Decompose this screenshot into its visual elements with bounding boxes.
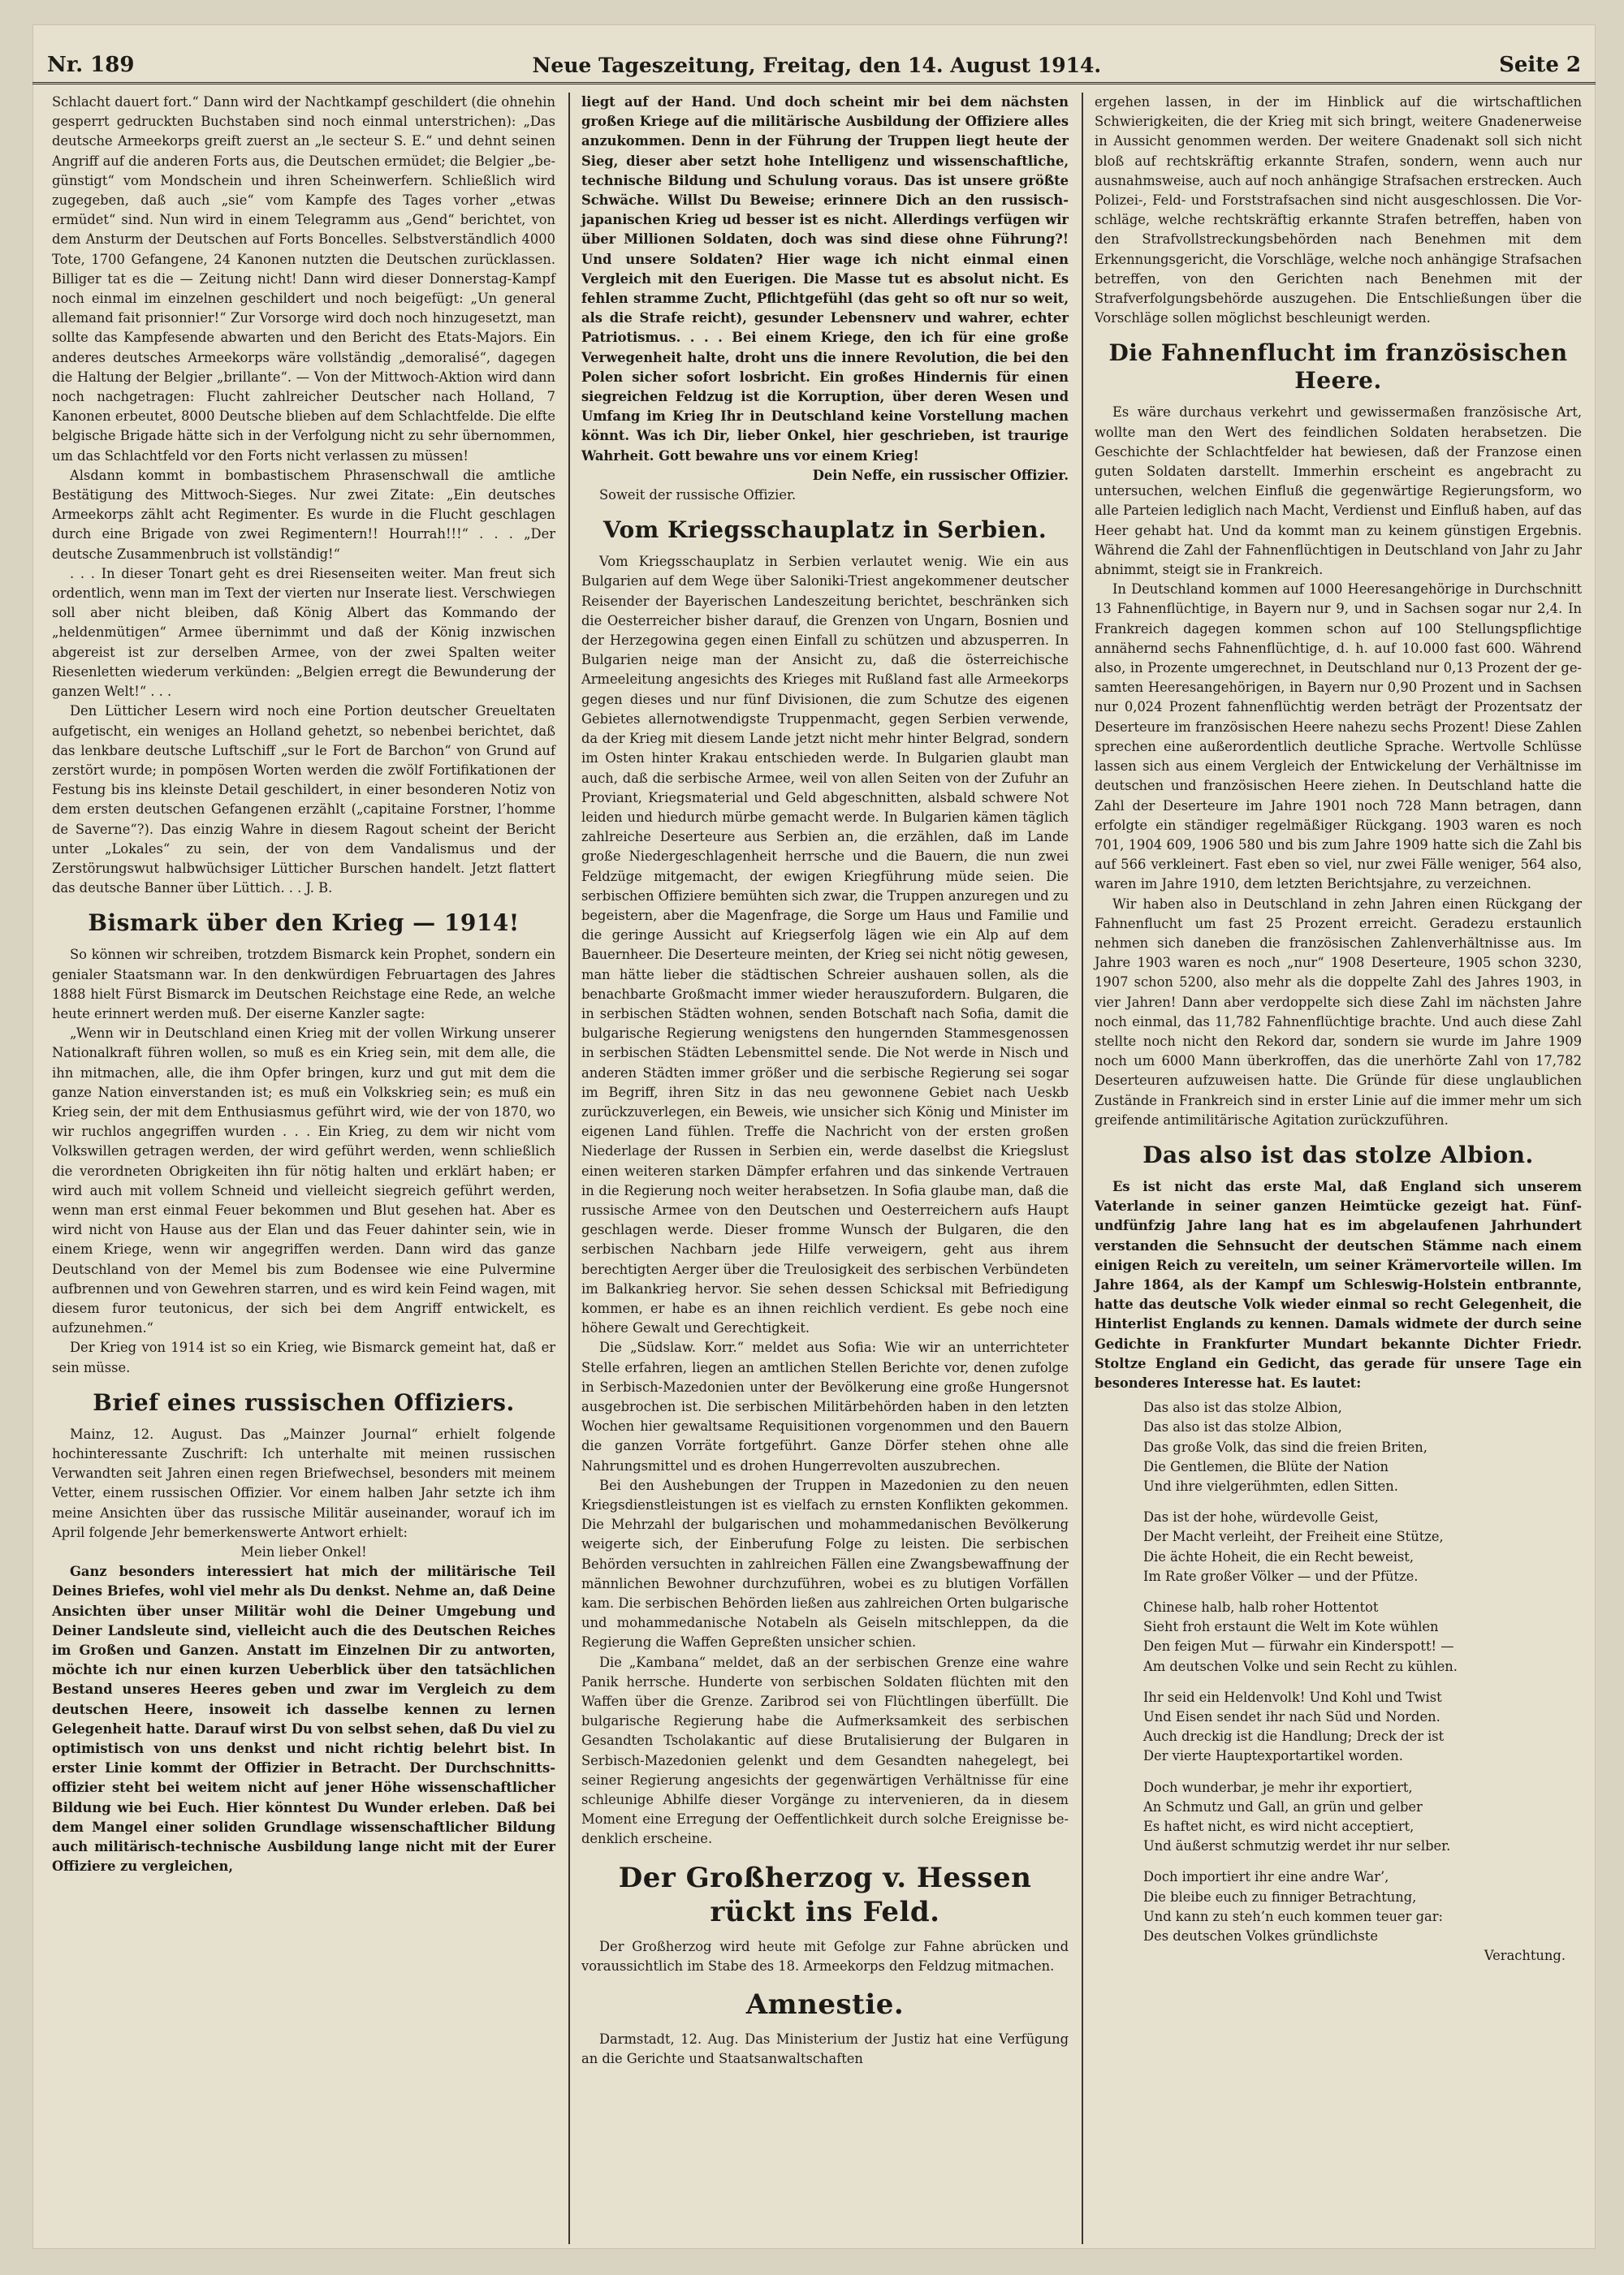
article-quote: „Wenn wir in Deutschland einen Krieg mit der vollen Wirkung unserer Nationalkraft führen wollen, so muß es ein Krieg sein, mit dem alle, die ihn mitmachen, alle, die ihm Opfer bringen, kurz und gut mit dem die ganze Nation einverstanden ist; es muß ein Volkskrieg sein; es muß ein Krieg sein, der mit dem Enthusiasmus geführt wird, wie der von 1870, wo wir ruchlos angegriffen wurden . . . Ein Krieg, zu dem wir nicht vom Volkswillen getragen werden, der wird geführt werden, wenn schließlich die verordneten Obrigkeiten ihn für nötig halten und erklärt haben; er wird auch mit vollem Schneid und vielleicht siegreich geführt werden, wenn man erst einmal Feuer bekommen und Blut gesehen hat. Aber es wird nicht von Hause aus der Elan und das Feuer dahinter sein, wie in einem Kriege, wenn wir angegriffen werden. Dann wird das ganze Deutschland von der Memel bis zum Bodensee wie eine Pulvermine aufbrennen und von Gewehren starren, und es wird kein Feind wagen, mit diesem furor teutonicus, der sich bei dem Angriff entwickelt, es aufzunehmen.“ [52, 1025, 555, 1336]
article-paragraph: Bei den Aushebungen der Truppen in Mazedonien zu den neuen Kriegsdienstleistungen ist es vielfach zu ernsten Konflikten gekommen. Die Mehrzahl der bulgarischen und mohammedanischen Bevölkerung weigerte sich, der Einberufung Folge zu leisten. Die serbischen Behörden versuchten in zahlreichen Fällen eine Zwangsbewaffnung der männlichen Bewohner durchzuführen, wobei es zu blutigen Vorfällen kam. Die serbischen Behörden ließen aus zahlreichen Orten bulgarische und mohammedanische Notabeln als Geiseln mitschleppen, da die Regierung die Waffen Gepreßten unsicher schien. [581, 1477, 1069, 1651]
poem-line: Das große Volk, das sind die freien Briten, [1143, 1439, 1427, 1455]
poem-line: Doch importiert ihr eine andre War’, [1143, 1869, 1389, 1885]
poem-line: Und äußerst schmutzig werdet ihr nur selber. [1143, 1838, 1451, 1854]
headline-amnestie: Amnestie. [745, 1988, 905, 2022]
article-paragraph: Alsdann kommt in bombastischem Phrasenschwall die amtliche Bestätigung des Mittwoch-Sieges. Nur zwei Zitate: „Ein deutsches Armeekorps zählt acht Regimenter. Es wurde in die Flucht geschlagen durch eine Brigade von zwei Regimentern!! Hourrah!!!“ . . . „Der deutsche Zusammenbruch ist vollständig!“ [52, 467, 555, 562]
page-number: Seite 2 [1499, 53, 1581, 77]
article-paragraph: Die „Südslaw. Korr.“ meldet aus Sofia: Wie wir an unterrichteter Stelle erfahren, liegen an amtlichen Stellen Berichte vor, denen zufolge in Serbisch-Mazedonien unter der Bevölkerung eine große Hungersnot ausgebrochen ist. Die serbischen Militärbehörden haben in den letzten Wochen hier gewaltsame Requisitionen vorgenommen und den Bauern die ganzen Vorräte fortgeführt. Ganze Dörfer stehen ohne alle Nahrungsmittel und es drohen Hungerrevolten auszubrechen. [581, 1340, 1069, 1474]
poem-line: Und kann zu steh’n euch kommen teuer gar: [1143, 1908, 1444, 1924]
poem-line: Das ist der hohe, würdevolle Geist, [1143, 1509, 1379, 1526]
poem-line: Auch dreckig ist die Handlung; Dreck der ist [1143, 1729, 1445, 1745]
poem-stanza [1143, 1398, 1582, 1496]
poem [1143, 1398, 1582, 1966]
article-paragraph: Schlacht dauert fort.“ Dann wird der Nachtkampf geschildert (die ohnehin gesperrt gedruckten Buchstaben sind noch einmal unterstrichen): „Das deutsche Armeekorps greift zuerst an „le secteur S. E.“ und dehnt seinen Angriff auf die anderen Forts aus, die Deutschen ermüdet; die Belgier „begünstigt“ vom Mondschein und ihren Scheinwerfern. Schließlich wird zugegeben, daß auch „sie“ vom Kampfe des Tages vorher „etwas ermüdet“ sind. Nun wird in einem Telegramm aus „Gend“ berichtet, von dem Ansturm der Deutschen auf Forts Boncelles. Selbstverständlich 4000 Tote, 1700 Gefangene, 24 Kanonen nutzten die Deutschen zurücklassen. Billiger tat es die — Zeitung nicht! Dann wird dieser Donnerstag-Kampf noch einmal im einzelnen geschildert und noch beigefügt: „Un general allemand fait prisonnier!“ Zur Vorsorge wird doch noch hinzugesetzt, man sollte das Kampfesende abwarten und den Bericht des Etats-Majors. Ein anderes deutsches Armeekorps wäre vollständig „demoralisé“, dagegen die Haltung der Belgier „brillante“. — Von der Mittwoch-Aktion wird dann noch nachgetragen: Flucht zahlreicher Deutscher nach Holland, 7 Kanonen erbeutet, 8000 Deutsche blieben auf dem Schlachtfelde. Die elfte belgische Brigade hätte sich in der Verfolgung nicht zu sehr übernommen, um das Schlachtfeld vor den Forts nicht verlassen zu müssen! [52, 94, 555, 464]
poem-line: Und Eisen sendet ihr nach Süd und Norden. [1143, 1709, 1440, 1725]
article-paragraph: Darmstadt, 12. Aug. Das Ministerium der Justiz hat eine Verfügung an die Gerichte und Staatsanwaltschaften [581, 2031, 1069, 2067]
article-paragraph: . . . In dieser Tonart geht es drei Riesenseiten weiter. Man freut sich ordentlich, wenn man im Text der vierten nur Inserate liest. Verschwiegen soll aber nicht bleiben, daß König Albert das Kommando der „heldenmütigen“ Armee übernimmt und daß der König inzwischen abgereist ist zur derselben Armee, von der zwei Spalten weiter Riesenletten wiederum verkünden: „Belgien erregt die Bewunderung der ganzen Welt!“ . . . [52, 565, 555, 700]
poem-stanza [1143, 1778, 1582, 1857]
poem-stanza [1143, 1867, 1582, 1966]
article-paragraph: So können wir schreiben, trotzdem Bismarck kein Prophet, sondern ein genialer Staatsmann war. In den denkwürdigen Februartagen des Jahres 1888 hielt Fürst Bismarck im Deutschen Reichstage eine Rede, an welche heute erinnert werden muß. Der eiserne Kanzler sagte: [52, 947, 555, 1021]
poem-line: Der vierte Hauptexportartikel worden. [1143, 1748, 1403, 1764]
poem-stanza [1143, 1508, 1582, 1586]
poem-line: Das also ist das stolze Albion, [1143, 1400, 1342, 1416]
column-middle [573, 93, 1077, 2244]
article-paragraph: Vom Kriegsschauplatz in Serbien verlautet wenig. Wie ein aus Bulgarien auf dem Wege über Saloniki-Triest angekommener deutscher Reisender der Bayerischen Landeszeitung berichtet, beschränken sich die Oesterreicher bisher darauf, die Grenzen von Ungarn, Bosnien und der Herzegowina gegen einen Einfall zu schützen und abzusperren. In Bulgarien neige man der Ansicht zu, daß die österreichische Armeeleitung angesichts des Krieges mit Rußland fast alle Armeekorps gegen dieses und nur fünf Divisionen, die zum Schutze des eigenen Gebietes allernotwendigste Truppenmacht, gegen Serbien verwende, da der Krieg mit diesem Lande jetzt nicht mehr hinter Belgrad, sondern im Osten hinter Krakau entschieden werde. In Bulgarien glaubt man auch, daß die serbische Armee, weil von allen Seiten von der Zufuhr an Proviant, Kriegsmaterial und Geld abgeschnitten, alsbald schwere Not leiden und hiedurch mürbe gemacht werde. In Bulgarien kämen täglich zahlreiche Deserteure aus Serbien an, die erzählen, daß im Lande große Niedergeschlagenheit herrsche und die Bauern, die nun zwei Feldzüge mitgemacht, der ewigen Kriegführung müde seien. Die serbischen Offiziere bemühten sich zwar, die Truppen anzuregen und zu begeistern, aber die Magenfrage, die Sorge um Haus und Familie und die geringe Aussicht auf Kriegserfolg lägen wie ein Alp auf dem Bauernheer. Die Deserteure meinten, der Krieg sei nicht nötig gewesen, man hätte lieber die städtischen Schreier aushauen sollen, als die benachbarte Großmacht immer wieder herauszufordern. Bulgaren, die in serbischen Städten wohnen, senden Botschaft nach Sofia, damit die bulgarische Regierung wenigstens den hungernden Stammesgenossen in serbischen Städten Lebensmittel sende. Die Not werde in Nisch und anderen Städten immer größer und die serbische Regierung sei sogar im Begriff, ihren Sitz in das neu gewonnene Gebiet nach Ueskb zurückzuverlegen, ein Beweis, wie unsicher sich König und Minister im eigenen Land fühlen. Treffe die Nachricht von der ersten großen Niederlage der Russen in Serbien ein, werde daselbst die Kriegslust einen weiteren starken Dämpfer erfahren und das sinkende Vertrauen in die Regierung noch weiter herabsetzen. In Sofia glaube man, daß die russische Armee von den Deutschen und Oesterreichern aufs Haupt geschlagen werde. Dieser fromme Wunsch der Bulgaren, die den serbischen Nachbarn jede Hilfe verweigern, geht aus ihrem berechtigten Aerger über die Treulosigkeit des serbischen Verbündeten im Balkankrieg hervor. Sie sehen dessen Schicksal mit Befriedigung kommen, er habe es an ihnen reichlich verdient. Es gebe noch eine höhere Gewalt und Gerechtigkeit. [581, 554, 1069, 1336]
paper-title-date: Neue Tageszeitung, Freitag, den 14. August 1914. [532, 54, 1102, 77]
column-left [44, 93, 564, 2244]
article-paragraph: ergehen lassen, in der im Hinblick auf die wirtschaftlichen Schwierigkeiten, die der Krieg mit sich bringt, weitere Gnadenerweise in Aussicht genommen werden. Der weitere Gnadenakt soll sich nicht bloß auf rechtskräftig erkannte Strafen, sondern, wenn auch nur ausnahmsweise, auch auf noch anhängige Strafsachen erstrecken. Auch Polizei-, Feld- und Forststrafsachen sind nicht ausgeschlossen. Die Vorschläge, welche rechtskräftig erkannte Strafen betreffen, haben von den Strafvollstreckungsbehörden nach Benehmen mit dem Erkennungsgericht, die Vorschläge, welche noch anhängige Strafsachen betreffen, von den Gerichten nach Benehmen mit der Strafverfolgungsbehörde auszugehen. Die Entschließungen über die Vorschläge sollen möglichst beschleunigt werden. [1095, 94, 1582, 326]
poem-line: Doch wunderbar, je mehr ihr exportiert, [1143, 1779, 1413, 1795]
article-paragraph: Die „Kambana“ meldet, daß an der serbischen Grenze eine wahre Panik herrsche. Hunderte von serbischen Soldaten flüchten mit den Waffen über die Grenze. Zaribrod sei von Flüchtlingen überfüllt. Die bulgarische Regierung habe die Aufmerksamkeit des serbischen Gesandten Tscholakantic auf diese Brutalisierung der Bulgaren in Serbisch-Mazedonien gelenkt und dem Gesandten nahegelegt, bei seiner Regierung angesichts der gegenwärtigen Verhältnisse für eine schleunige Abhilfe dieser Vorgänge zu intervenieren, da in diesem Moment eine Erregung der Oeffentlichkeit durch solche Ereignisse bedenklich erscheine. [581, 1654, 1069, 1847]
newspaper-page [32, 24, 1596, 2249]
article-paragraph: Ganz besonders interessiert hat mich der militärische Teil Deines Briefes, wohl viel mehr als Du denkst. Nehme an, daß Deine Ansichten über unser Militär wohl die Deiner Umgebung und Deiner Landsleute sind, vielleicht auch die des Deutschen Reiches im Großen und Ganzen. Anstatt im Einzelnen Dir zu antworten, möchte ich nur einen kurzen Ueberblick über den tatsächlichen Bestand unseres Heeres geben und zwar im Vergleich zu dem deutschen Heere, insoweit ich dasselbe kennen zu lernen Gelegenheit hatte. Darauf wirst Du von selbst sehen, daß Du viel zu optimistisch von uns denkst und nicht richtig belehrt bist. In erster Linie kommt der Offizier in Betracht. Der Durchschnittsoffizier steht bei weitem nicht auf jener Höhe wissenschaftlicher Bildung wie bei Euch. Hier könntest Du Wunder erleben. Daß bei dem Mangel einer soliden Grundlage wissenschaftlicher Bildung auch militärisch-technische Ausbildung lange nicht mit der Eurer Offiziere zu vergleichen, [52, 1564, 555, 1875]
headline-bismark: Bismark über den Krieg — 1914! [88, 909, 520, 937]
poem-line: An Schmutz und Gall, an grün und gelber [1143, 1798, 1423, 1815]
article-paragraph: Der Krieg von 1914 ist so ein Krieg, wie Bismarck gemeint hat, daß er sein müsse. [52, 1340, 555, 1375]
headline-fahnenflucht: Die Fahnenflucht im französischen Heere. [1108, 339, 1568, 395]
poem-line: Die Gentlemen, die Blüte der Nation [1143, 1458, 1389, 1474]
poem-line: Die bleibe euch zu finniger Betrachtung, [1143, 1889, 1417, 1905]
article-paragraph: Es wäre durchaus verkehrt und gewissermaßen französische Art, wollte man den Wert des feindlichen Soldaten herabsetzen. Die Geschichte der Schlachtfelder hat bewiesen, daß der Franzose einen guten Soldaten darstellt. Immerhin erscheint es angebracht zu untersuchen, welchen Einfluß die gegenwärtige Regierungsform, wo alle Parteien lediglich nach Macht, Verdienst und Einfluß haben, auf das Heer gehabt hat. Und da kommt man zu keinem günstigen Ergebnis. Während die Zahl der Fahnenflüchtigen in Deutschland von Jahr zu Jahr abnimmt, steigt sie in Frankreich. [1095, 404, 1582, 578]
poem-line: Im Rate großer Völker — und der Pfütze. [1143, 1568, 1419, 1584]
headline-brief: Brief eines russischen Offiziers. [93, 1388, 515, 1416]
article-paragraph: Mainz, 12. August. Das „Mainzer Journal“ erhielt folgende hochinteressante Zuschrift: Ich unterhalte mit meinen russischen Verwandten seit Jahren einen regen Briefwechsel, besonders mit meinem Vetter, einem russischen Offizier. Vor einem halben Jahr setzte ich ihm meine Ansichten über das russische Militär auseinander, worauf ich im April folgende Jehr bemerkenswerte Antwort erhielt: [52, 1426, 555, 1540]
headline-albion: Das also ist das stolze Albion. [1142, 1141, 1534, 1168]
poem-line: Die ächte Hoheit, die ein Recht beweist, [1143, 1548, 1415, 1565]
poem-line: Den feigen Mut — fürwahr ein Kinderspott! — [1143, 1638, 1454, 1655]
poem-line: Und ihre vielgerühmten, edlen Sitten. [1143, 1479, 1398, 1494]
letter-signature: Dein Neffe, ein russischer Offizier. [812, 467, 1069, 483]
headline-hessen: Der Großherzog v. Hessen rückt ins Feld. [618, 1861, 1032, 1928]
headline-serbien: Vom Kriegsschauplatz in Serbien. [603, 516, 1047, 544]
letter-salutation: Mein lieber Onkel! [240, 1544, 367, 1561]
issue-number: Nr. 189 [47, 53, 135, 77]
article-paragraph: Der Großherzog wird heute mit Gefolge zur Fahne abrücken und voraussichtlich im Stabe des 18. Armeekorps den Feldzug mitmachen. [581, 1938, 1069, 1974]
poem-line: Ihr seid ein Heldenvolk! Und Kohl und Twist [1143, 1689, 1442, 1705]
column-right [1086, 93, 1590, 2244]
article-paragraph: Es ist nicht das erste Mal, daß England sich unserem Vaterlande in seiner ganzen Heimtücke gezeigt hat. Fünfundfünfzig Jahre lang hat es im abgelaufenen Jahrhundert verstanden die Sehnsucht der deutschen Stämme nach einem einigen Reich zu vereiteln, um seiner Krämervorteile willen. Im Jahre 1864, als der Kampf um Schleswig-Holstein entbrannte, hatte das deutsche Volk wieder einmal so recht Gelegenheit, die Hinterlist Englands zu kennen. Damals widmete der durch seine Gedichte in Frankfurter Mundart bekannte Dichter Friedr. Stoltze England ein Gedicht, das gerade für unsere Tage ein besonderes Interesse hat. Es lautet: [1095, 1178, 1582, 1391]
article-paragraph: In Deutschland kommen auf 1000 Heeresangehörige in Durchschnitt 13 Fahnenflüchtige, in Bayern nur 9, und in Sachsen sogar nur 2,4. In Frankreich dagegen kommen schon auf 100 Stellungspflichtige annähernd sechs Fahnenflüchtige, d. h. auf 10.000 fast 600. Während also, in Prozente umgerechnet, in Deutschland nur 0,13 Prozent der gesamten Heeresangehörigen, in Bayern nur 0,90 Prozent und in Sachsen nur 0,024 Prozent fahnenflüchtig werden beträgt der Prozentsatz der Deserteure im französischen Heere nahezu sechs Prozent! Diese Zahlen sprechen eine außerordentlich deutliche Sprache. Wertvolle Schlüsse lassen sich aus einem Vergleich der Entwickelung der Verhältnisse im deutschen und französischen Heere ziehen. In Deutschland hatte die Zahl der Deserteure im Jahre 1901 noch 728 Mann betragen, dann erfolgte ein ständiger regelmäßiger Rückgang. 1903 waren es noch 701, 1904 609, 1906 580 und bis zum Jahre 1909 hatte sich die Zahl bis auf 566 verkleinert. Fast eben so viel, nur zwei Fälle weniger, 564 also, waren im Jahre 1910, dem letzten Berichtsjahre, zu verzeichnen. [1095, 581, 1582, 892]
poem-line: Des deutschen Volkes gründlichste [1143, 1928, 1379, 1945]
poem-line: Verachtung. [1484, 1948, 1566, 1964]
article-paragraph: Wir haben also in Deutschland in zehn Jahren einen Rückgang der Fahnenflucht um fast 25 Prozent erreicht. Geradezu erstaunlich nehmen sich daneben die französischen Zahlenverhältnisse aus. Im Jahre 1903 waren es noch „nur“ 1908 Deserteure, 1905 schon 3230, 1907 schon 5200, also mehr als die doppelte Zahl des Jahres 1903, in vier Jahren! Dann aber verdoppelte sich diese Zahl im nächsten Jahre noch einmal, das 11,782 Fahnenflüchtige brachte. Und auch diese Zahl stellte noch nicht den Rekord dar, sondern sie wurde im Jahre 1909 noch um 6000 Mann überkroffen, das die unerhörte Zahl von 17,782 Deserteuren aufzuweisen hatte. Die Gründe für diese unglaublichen Zustände in Frankreich sind in erster Linie auf die immer mehr um sich greifende antimilitärische Agitation zurückzuführen. [1095, 896, 1582, 1128]
article-paragraph: liegt auf der Hand. Und doch scheint mir bei dem nächsten großen Kriege auf die militärische Ausbildung der Offiziere alles anzukommen. Denn in der Führung der Truppen liegt heute der Sieg, dieser aber setzt hohe Intelligenz und wissenschaftliche, technische Bildung und Schulung voraus. Das ist unsere größte Schwäche. Willst Du Beweise; erinnere Dich an den russisch-japanischen Krieg ud besser ist es nicht. Allerdings verfügen wir über Millionen Soldaten, doch was sind diese ohne Führung?! Und unsere Soldaten? Hier wage ich nicht einmal einen Vergleich mit den Euerigen. Die Masse tut es absolut nicht. Es fehlen stramme Zucht, Pflichtgefühl (das geht so oft nur so weit, als die Strafe reicht), gesunder Lebensnerv und wahrer, echter Patriotismus. . . . Bei einem Kriege, den ich für eine große Verwegenheit halte, droht uns die innere Revolution, die bei den Polen sicher sofort losbricht. Ein großes Hindernis für einen siegreichen Feldzug ist die Korruption, über deren Wesen und Umfang im Krieg Ihr in Deutschland keine Vorstellung machen könnt. Was ich Dir, lieber Onkel, hier geschrieben, ist traurige Wahrheit. Gott bewahre uns vor einem Krieg! [581, 94, 1069, 464]
poem-stanza [1143, 1688, 1582, 1767]
poem-line: Am deutschen Volke und sein Recht zu kühlen. [1143, 1658, 1458, 1674]
poem-line: Chinese halb, halb roher Hottentot [1143, 1599, 1379, 1616]
masthead [32, 24, 1596, 84]
poem-line: Das also ist das stolze Albion, [1143, 1419, 1342, 1435]
article-paragraph: Soweit der russische Offizier. [599, 487, 797, 503]
poem-line: Sieht froh erstaunt die Welt im Kote wühlen [1143, 1619, 1439, 1635]
poem-line: Es haftet nicht, es wird nicht acceptiert, [1143, 1819, 1415, 1835]
poem-stanza [1143, 1598, 1582, 1677]
poem-line: Der Macht verleiht, der Freiheit eine Stütze, [1143, 1529, 1444, 1545]
article-paragraph: Den Lütticher Lesern wird noch eine Portion deutscher Greueltaten aufgetischt, ein weniges an Holland gehetzt, so nebenbei berichtet, daß das lenkbare deutsche Luftschiff „sur le Fort de Barchon“ von Grund auf zerstört wurde; in pompösen Worten werden die zwölf Fortifikationen der Festung bis ins kleinste Detail geschildert, in einer besonderen Notiz von dem ersten deutschen Gefangenen erzählt („capitaine Forstner, l’homme de Saverne“?). Das einzig Wahre in diesem Ragout scheint der Bericht unter „Lokales“ zu sein, der von dem Vandalismus und der Zerstörungswut halbwüchsiger Lütticher Burschen handelt. Jetzt flattert das deutsche Banner über Lüttich. . . J. B. [52, 703, 555, 896]
